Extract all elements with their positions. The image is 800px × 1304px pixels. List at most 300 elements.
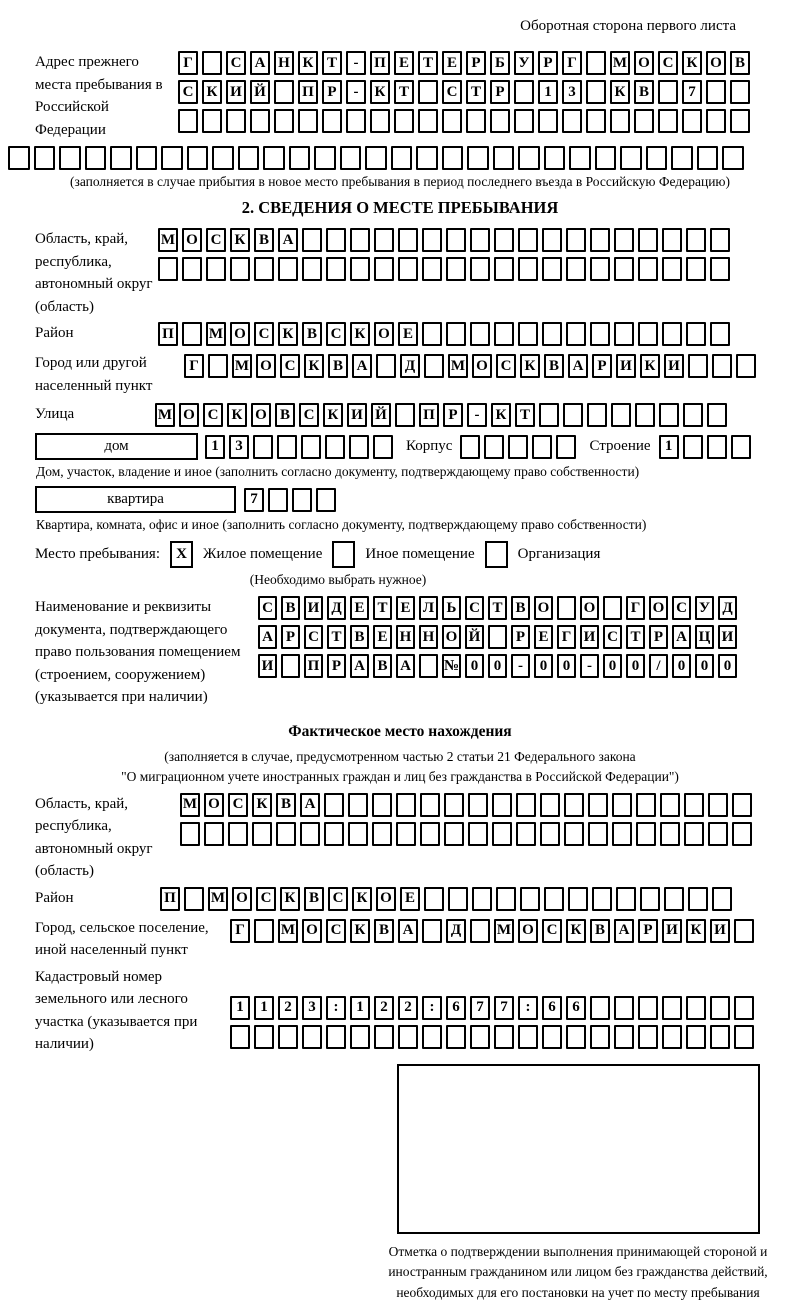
char-cell: [706, 109, 726, 133]
char-cell: [326, 257, 346, 281]
char-cell: О: [182, 228, 202, 252]
char-cell: [734, 1025, 754, 1049]
char-cell: -: [580, 654, 599, 678]
char-cell: [614, 1025, 634, 1049]
char-cell: М: [448, 354, 468, 378]
char-cell: [372, 822, 392, 846]
char-cell: [564, 793, 584, 817]
char-cell: [638, 228, 658, 252]
char-cell: [684, 822, 704, 846]
char-cell: К: [686, 919, 706, 943]
char-cell: К: [202, 80, 222, 104]
actual-location-title: Фактическое место нахождения: [8, 723, 792, 741]
char-cell: -: [346, 51, 366, 75]
char-cell: Г: [626, 596, 645, 620]
char-cell: Б: [490, 51, 510, 75]
actual-oblast-label: Область, край, республика, автономный округ (область): [8, 793, 180, 883]
char-cell: О: [251, 403, 271, 427]
char-cell: -: [467, 403, 487, 427]
char-cell: К: [350, 919, 370, 943]
char-cell: [202, 109, 222, 133]
char-cell: М: [158, 228, 178, 252]
char-cell: /: [649, 654, 668, 678]
char-cell: [254, 919, 274, 943]
char-cell: Т: [626, 625, 645, 649]
char-cell: [158, 257, 178, 281]
ulitsa-block: [8, 403, 792, 427]
char-cell: [516, 793, 536, 817]
char-cell: [566, 322, 586, 346]
document-block: [8, 596, 792, 709]
char-cell: В: [350, 625, 369, 649]
char-cell: [566, 257, 586, 281]
char-cell: 7: [470, 996, 490, 1020]
char-cell: 1: [350, 996, 370, 1020]
char-cell: Р: [511, 625, 530, 649]
actual-location-note-2: "О миграционном учете иностранных граждан и лиц без гражданства в Российской Федерации"): [8, 769, 792, 785]
char-cell: [350, 228, 370, 252]
char-cell: С: [326, 919, 346, 943]
char-cell: 7: [682, 80, 702, 104]
char-cell: А: [396, 654, 415, 678]
char-cell: С: [256, 887, 276, 911]
char-cell: Й: [250, 80, 270, 104]
char-cell: [688, 354, 708, 378]
actual-raion-block: [8, 887, 792, 911]
char-cell: К: [230, 228, 250, 252]
kvartira-row: [35, 486, 792, 513]
char-cell: С: [206, 228, 226, 252]
char-cell: 0: [534, 654, 553, 678]
char-cell: Г: [178, 51, 198, 75]
char-cell: [732, 793, 752, 817]
char-cell: 0: [603, 654, 622, 678]
char-cell: [710, 322, 730, 346]
char-cell: [34, 146, 56, 170]
char-cell: [422, 257, 442, 281]
char-cell: В: [275, 403, 295, 427]
char-cell: [348, 822, 368, 846]
char-cell: О: [518, 919, 538, 943]
char-cell: [659, 403, 679, 427]
char-cell: С: [328, 887, 348, 911]
char-cell: Т: [466, 80, 486, 104]
char-cell: [202, 51, 222, 75]
char-cell: Ь: [442, 596, 461, 620]
char-cell: П: [158, 322, 178, 346]
char-cell: 2: [374, 996, 394, 1020]
char-cell: [340, 146, 362, 170]
char-cell: [322, 109, 342, 133]
char-cell: [85, 146, 107, 170]
char-cell: [180, 822, 200, 846]
char-cell: 3: [562, 80, 582, 104]
char-cell: [182, 257, 202, 281]
char-cell: [564, 822, 584, 846]
actual-gorod-label: Город, сельское поселение, иной населенный пункт: [8, 917, 230, 962]
char-cell: Р: [490, 80, 510, 104]
char-cell: [492, 793, 512, 817]
char-cell: [490, 109, 510, 133]
char-cell: Д: [718, 596, 737, 620]
char-cell: [566, 228, 586, 252]
char-cell: [734, 919, 754, 943]
char-cell: Р: [638, 919, 658, 943]
char-cell: [302, 1025, 322, 1049]
char-cell: К: [323, 403, 343, 427]
char-cell: Й: [371, 403, 391, 427]
char-cell: 6: [446, 996, 466, 1020]
char-cell: А: [300, 793, 320, 817]
char-cell: [422, 228, 442, 252]
char-cell: О: [442, 625, 461, 649]
oblast-block: [8, 228, 792, 318]
char-cell: [682, 109, 702, 133]
char-cell: В: [302, 322, 322, 346]
raion-block: [8, 322, 792, 346]
char-cell: [302, 257, 322, 281]
char-cell: [281, 654, 300, 678]
dom-box: дом: [35, 433, 198, 460]
char-cell: [610, 109, 630, 133]
char-cell: [518, 1025, 538, 1049]
char-cell: [518, 322, 538, 346]
char-cell: [542, 228, 562, 252]
char-cell: [446, 322, 466, 346]
actual-raion-label: Район: [8, 887, 160, 910]
char-cell: [230, 257, 250, 281]
char-cell: [544, 887, 564, 911]
char-cell: №: [442, 654, 461, 678]
char-cell: [562, 109, 582, 133]
char-cell: А: [258, 625, 277, 649]
kadastr-row-1: [230, 996, 754, 1020]
char-cell: [590, 996, 610, 1020]
char-cell: К: [682, 51, 702, 75]
char-cell: С: [542, 919, 562, 943]
char-cell: Т: [373, 596, 392, 620]
char-cell: В: [276, 793, 296, 817]
char-cell: [316, 488, 336, 512]
char-cell: [563, 403, 583, 427]
char-cell: Н: [419, 625, 438, 649]
char-cell: [374, 228, 394, 252]
document-row-1: [258, 596, 737, 620]
char-cell: И: [226, 80, 246, 104]
char-cell: К: [298, 51, 318, 75]
char-cell: 0: [695, 654, 714, 678]
char-cell: -: [511, 654, 530, 678]
char-cell: И: [662, 919, 682, 943]
char-cell: [542, 322, 562, 346]
char-cell: [289, 146, 311, 170]
char-cell: 6: [542, 996, 562, 1020]
char-cell: [254, 1025, 274, 1049]
char-cell: Р: [592, 354, 612, 378]
char-cell: Е: [396, 596, 415, 620]
char-cell: В: [254, 228, 274, 252]
char-cell: У: [514, 51, 534, 75]
char-cell: [418, 109, 438, 133]
char-cell: [416, 146, 438, 170]
char-cell: [514, 109, 534, 133]
char-cell: [314, 146, 336, 170]
char-cell: [484, 435, 504, 459]
char-cell: Е: [373, 625, 392, 649]
char-cell: [686, 996, 706, 1020]
char-cell: [603, 596, 622, 620]
char-cell: [566, 1025, 586, 1049]
char-cell: К: [610, 80, 630, 104]
char-cell: [520, 887, 540, 911]
char-cell: [298, 109, 318, 133]
actual-gorod-row: [230, 919, 754, 943]
char-cell: П: [160, 887, 180, 911]
char-cell: Г: [562, 51, 582, 75]
char-cell: [683, 403, 703, 427]
char-cell: [683, 435, 703, 459]
char-cell: В: [328, 354, 348, 378]
char-cell: [544, 146, 566, 170]
char-cell: [254, 257, 274, 281]
char-cell: [470, 1025, 490, 1049]
prev-address-row-1: [178, 51, 750, 75]
char-cell: [587, 403, 607, 427]
char-cell: А: [278, 228, 298, 252]
char-cell: -: [346, 80, 366, 104]
char-cell: И: [616, 354, 636, 378]
char-cell: [324, 793, 344, 817]
char-cell: [686, 257, 706, 281]
char-cell: В: [544, 354, 564, 378]
char-cell: Ц: [695, 625, 714, 649]
char-cell: [730, 109, 750, 133]
prev-address-row-2: [178, 80, 750, 104]
char-cell: [569, 146, 591, 170]
char-cell: К: [350, 322, 370, 346]
char-cell: М: [610, 51, 630, 75]
char-cell: [708, 793, 728, 817]
char-cell: [268, 488, 288, 512]
char-cell: [370, 109, 390, 133]
char-cell: И: [664, 354, 684, 378]
char-cell: [684, 793, 704, 817]
char-cell: [488, 625, 507, 649]
char-cell: [365, 146, 387, 170]
char-cell: [396, 793, 416, 817]
char-cell: Е: [398, 322, 418, 346]
dom-note: Дом, участок, владение и иное (заполнить согласно документу, подтверждающему право собственности): [36, 464, 792, 480]
char-cell: [324, 822, 344, 846]
char-cell: К: [227, 403, 247, 427]
char-cell: [712, 354, 732, 378]
char-cell: О: [580, 596, 599, 620]
ulitsa-label: Улица: [8, 403, 155, 426]
char-cell: [557, 596, 576, 620]
char-cell: И: [710, 919, 730, 943]
char-cell: [514, 80, 534, 104]
char-cell: К: [640, 354, 660, 378]
char-cell: [634, 109, 654, 133]
char-cell: П: [298, 80, 318, 104]
char-cell: К: [280, 887, 300, 911]
option-inoe-label: Иное помещение: [365, 546, 474, 563]
char-cell: Н: [396, 625, 415, 649]
oblast-row-1: [158, 228, 730, 252]
char-cell: Н: [274, 51, 294, 75]
char-cell: С: [254, 322, 274, 346]
char-cell: 0: [557, 654, 576, 678]
char-cell: С: [203, 403, 223, 427]
char-cell: [671, 146, 693, 170]
char-cell: [110, 146, 132, 170]
char-cell: [640, 887, 660, 911]
document-row-3: [258, 654, 737, 678]
char-cell: М: [494, 919, 514, 943]
char-cell: [662, 996, 682, 1020]
raion-row: [158, 322, 730, 346]
char-cell: О: [706, 51, 726, 75]
char-cell: [187, 146, 209, 170]
char-cell: [539, 403, 559, 427]
char-cell: [422, 322, 442, 346]
char-cell: [442, 109, 462, 133]
char-cell: [518, 257, 538, 281]
char-cell: [446, 1025, 466, 1049]
char-cell: [398, 257, 418, 281]
char-cell: Г: [557, 625, 576, 649]
char-cell: [226, 109, 246, 133]
char-cell: [722, 146, 744, 170]
char-cell: А: [350, 654, 369, 678]
char-cell: К: [491, 403, 511, 427]
char-cell: [494, 322, 514, 346]
stroenie-cells: [659, 435, 751, 459]
oblast-label: Область, край, республика, автономный округ (область): [8, 228, 158, 318]
char-cell: [542, 257, 562, 281]
char-cell: К: [566, 919, 586, 943]
char-cell: [516, 822, 536, 846]
char-cell: [396, 822, 416, 846]
prev-address-note: (заполняется в случае прибытия в новое место пребывания в период последнего въезда в Российскую Федерацию): [8, 174, 792, 190]
char-cell: [662, 257, 682, 281]
korpus-label: Корпус: [406, 438, 452, 455]
char-cell: В: [281, 596, 300, 620]
char-cell: [470, 322, 490, 346]
char-cell: [614, 322, 634, 346]
char-cell: Т: [488, 596, 507, 620]
char-cell: [736, 354, 756, 378]
char-cell: [372, 793, 392, 817]
char-cell: [658, 109, 678, 133]
char-cell: [230, 1025, 250, 1049]
char-cell: С: [280, 354, 300, 378]
char-cell: Е: [400, 887, 420, 911]
char-cell: И: [304, 596, 323, 620]
char-cell: 0: [488, 654, 507, 678]
char-cell: [470, 257, 490, 281]
char-cell: В: [634, 80, 654, 104]
char-cell: [568, 887, 588, 911]
char-cell: М: [206, 322, 226, 346]
char-cell: 7: [494, 996, 514, 1020]
char-cell: [710, 1025, 730, 1049]
char-cell: [712, 887, 732, 911]
char-cell: [638, 257, 658, 281]
char-cell: М: [155, 403, 175, 427]
prev-address-label: Адрес прежнего места пребывания в Российской Федерации: [8, 51, 178, 141]
char-cell: С: [326, 322, 346, 346]
option-zhiloe-label: Жилое помещение: [203, 546, 322, 563]
char-cell: И: [718, 625, 737, 649]
char-cell: В: [730, 51, 750, 75]
char-cell: Г: [184, 354, 204, 378]
char-cell: М: [180, 793, 200, 817]
char-cell: [614, 996, 634, 1020]
char-cell: [707, 403, 727, 427]
kvartira-box: квартира: [35, 486, 236, 513]
char-cell: [8, 146, 30, 170]
char-cell: В: [511, 596, 530, 620]
char-cell: [444, 822, 464, 846]
char-cell: [442, 146, 464, 170]
char-cell: [686, 322, 706, 346]
char-cell: [424, 887, 444, 911]
char-cell: [178, 109, 198, 133]
char-cell: Г: [230, 919, 250, 943]
char-cell: Д: [400, 354, 420, 378]
prev-address-row-3: [178, 109, 750, 133]
char-cell: Е: [442, 51, 462, 75]
char-cell: О: [232, 887, 252, 911]
char-cell: [208, 354, 228, 378]
char-cell: Т: [394, 80, 414, 104]
raion-label: Район: [8, 322, 158, 345]
char-cell: М: [208, 887, 228, 911]
char-cell: Д: [446, 919, 466, 943]
char-cell: [595, 146, 617, 170]
char-cell: [614, 228, 634, 252]
char-cell: [731, 435, 751, 459]
confirmation-stamp-note: Отметка о подтверждении выполнения принимающей стороной и иностранным гражданином или лицом без гражданства действий, необходимых для его постановки на учет по месту пребывания: [376, 1242, 780, 1304]
char-cell: И: [347, 403, 367, 427]
char-cell: [636, 793, 656, 817]
char-cell: Л: [419, 596, 438, 620]
prev-address-cell-rows: [178, 51, 750, 133]
char-cell: 3: [229, 435, 249, 459]
char-cell: Т: [515, 403, 535, 427]
char-cell: [664, 887, 684, 911]
char-cell: [253, 435, 273, 459]
char-cell: [252, 822, 272, 846]
char-cell: О: [302, 919, 322, 943]
char-cell: [688, 887, 708, 911]
char-cell: О: [204, 793, 224, 817]
char-cell: [446, 228, 466, 252]
char-cell: А: [568, 354, 588, 378]
char-cell: 2: [278, 996, 298, 1020]
char-cell: О: [634, 51, 654, 75]
char-cell: [326, 228, 346, 252]
char-cell: 2: [398, 996, 418, 1020]
char-cell: 0: [626, 654, 645, 678]
char-cell: Д: [327, 596, 346, 620]
korpus-cells: [460, 435, 576, 459]
char-cell: [161, 146, 183, 170]
char-cell: [730, 80, 750, 104]
char-cell: 0: [465, 654, 484, 678]
char-cell: К: [370, 80, 390, 104]
